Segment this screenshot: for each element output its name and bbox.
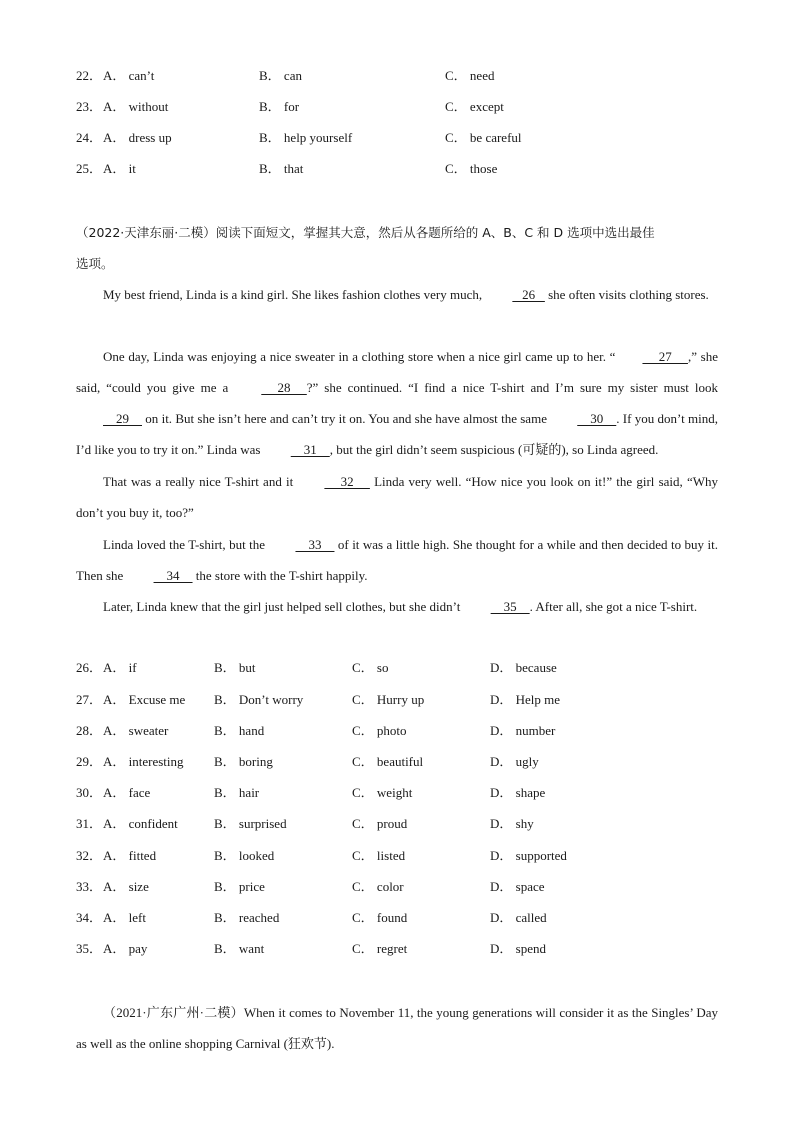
question-number: 31．	[76, 816, 103, 831]
option-a: A． interesting	[103, 754, 184, 769]
question-number: 33．	[76, 879, 103, 894]
text-span: . After all, she got a nice T-shirt.	[529, 599, 698, 614]
option-a: A． size	[103, 879, 149, 894]
option-d: D． spend	[490, 941, 546, 956]
option-c: C． photo	[352, 723, 407, 738]
text-span: That was a really nice T-shirt and it	[103, 474, 298, 489]
text-span: ,” she said, “could you give me a	[76, 349, 718, 395]
question-number: 25．	[76, 161, 103, 176]
question-number: 32．	[76, 848, 103, 863]
option-b: B． surprised	[214, 816, 287, 831]
option-a: A． dress up	[103, 130, 172, 145]
question-number: 29．	[76, 754, 103, 769]
option-b: B． Don’t worry	[214, 692, 304, 707]
text-span: on it. But she isn’t here and can’t try it on. You and she have almost the same	[142, 411, 551, 426]
question-number: 23．	[76, 99, 103, 114]
question-number: 35．	[76, 941, 103, 956]
question-number: 34．	[76, 910, 103, 925]
option-b: B． reached	[214, 910, 280, 925]
option-d: D． Help me	[490, 692, 561, 707]
option-c: C． proud	[352, 816, 408, 831]
blank-33: 33	[295, 537, 335, 552]
option-b: B． want	[214, 941, 265, 956]
option-b: B． hair	[214, 785, 260, 800]
option-d: D． supported	[490, 848, 567, 863]
question-number: 26．	[76, 660, 103, 675]
text-span: ?” she continued. “I find a nice T-shirt and I’m sure my sister must look	[306, 380, 718, 395]
passage-header-line2: 选项。	[76, 256, 114, 271]
option-b: B． hand	[214, 723, 265, 738]
text-span: of it was a little high. She thought for a while and then decided to buy it. Then she	[76, 537, 718, 583]
option-b: B． for	[259, 99, 300, 114]
option-c: C． listed	[352, 848, 406, 863]
blank-35: 35	[490, 599, 530, 614]
question-number: 22．	[76, 68, 103, 83]
option-a: A． can’t	[103, 68, 155, 83]
text-span: My best friend, Linda is a kind girl. She likes fashion clothes very much,	[103, 287, 486, 302]
blank-30: 30	[577, 411, 617, 426]
option-b: B． that	[259, 161, 304, 176]
option-c: C． color	[352, 879, 404, 894]
option-c: C． those	[445, 161, 498, 176]
option-c: C． found	[352, 910, 408, 925]
option-b: B． boring	[214, 754, 273, 769]
text-span: Linda loved the T-shirt, but the	[103, 537, 269, 552]
passage-header	[76, 217, 718, 279]
option-b: B． can	[259, 68, 302, 83]
question-number: 27．	[76, 692, 103, 707]
passage-paragraph-5	[76, 591, 718, 622]
option-a: A． fitted	[103, 848, 157, 863]
option-a: A． without	[103, 99, 169, 114]
text-span: she often visits clothing stores.	[544, 287, 709, 302]
passage-paragraph-4	[76, 529, 718, 591]
blank-31: 31	[290, 442, 330, 457]
passage-header-line1: （2022·天津东丽·二模）阅读下面短文，掌握其大意，然后从各题所给的 A、B、C 和 D 选项中选出最佳	[76, 225, 655, 240]
option-b: B． looked	[214, 848, 275, 863]
option-a: A． if	[103, 660, 137, 675]
option-d: D． shy	[490, 816, 534, 831]
option-a: A． face	[103, 785, 151, 800]
option-d: D． number	[490, 723, 556, 738]
passage-paragraph-1	[76, 279, 718, 310]
option-d: D． shape	[490, 785, 546, 800]
option-d: D． space	[490, 879, 545, 894]
passage-paragraph-2	[76, 341, 718, 465]
option-a: A． Excuse me	[103, 692, 186, 707]
option-a: A． it	[103, 161, 136, 176]
blank-34: 34	[153, 568, 193, 583]
option-b: B． price	[214, 879, 265, 894]
option-c: C． except	[445, 99, 504, 114]
option-a: A． confident	[103, 816, 178, 831]
text-span: , but the girl didn’t seem suspicious (可疑的), so Linda agreed.	[329, 442, 659, 457]
option-c: C． regret	[352, 941, 408, 956]
question-number: 24．	[76, 130, 103, 145]
blank-29: 29	[103, 411, 142, 426]
option-b: B． but	[214, 660, 256, 675]
option-b: B． help yourself	[259, 130, 353, 145]
question-number: 30．	[76, 785, 103, 800]
option-c: C． weight	[352, 785, 413, 800]
option-d: D． called	[490, 910, 547, 925]
option-c: C． Hurry up	[352, 692, 425, 707]
text-span: . If you don’t mind, I’d like you to try it on.” Linda was	[76, 411, 718, 457]
option-a: A． sweater	[103, 723, 169, 738]
blank-28: 28	[261, 380, 307, 395]
option-d: D． because	[490, 660, 557, 675]
text-span: One day, Linda was enjoying a nice sweater in a clothing store when a nice girl came up to her. “	[103, 349, 616, 364]
blank-32: 32	[324, 474, 370, 489]
text-span: Later, Linda knew that the girl just helped sell clothes, but she didn’t	[103, 599, 464, 614]
option-a: A． pay	[103, 941, 148, 956]
option-c: C． be careful	[445, 130, 522, 145]
text-span: the store with the T-shirt happily.	[192, 568, 368, 583]
option-c: C． need	[445, 68, 495, 83]
question-number: 28．	[76, 723, 103, 738]
passage-3-intro: （2021·广东广州·二模）When it comes to November 11, the young generations will consider it as the Singles’ Day as well as the online shopping Carnival (狂欢节).	[76, 1005, 718, 1051]
option-c: C． so	[352, 660, 389, 675]
blank-26: 26	[512, 287, 545, 302]
option-c: C． beautiful	[352, 754, 424, 769]
text-span: Linda very well. “How nice you look on it!” the girl said, “Why don’t you buy it, too?”	[76, 474, 718, 520]
option-d: D． ugly	[490, 754, 539, 769]
blank-27: 27	[642, 349, 688, 364]
passage-paragraph-3	[76, 466, 718, 528]
option-a: A． left	[103, 910, 146, 925]
